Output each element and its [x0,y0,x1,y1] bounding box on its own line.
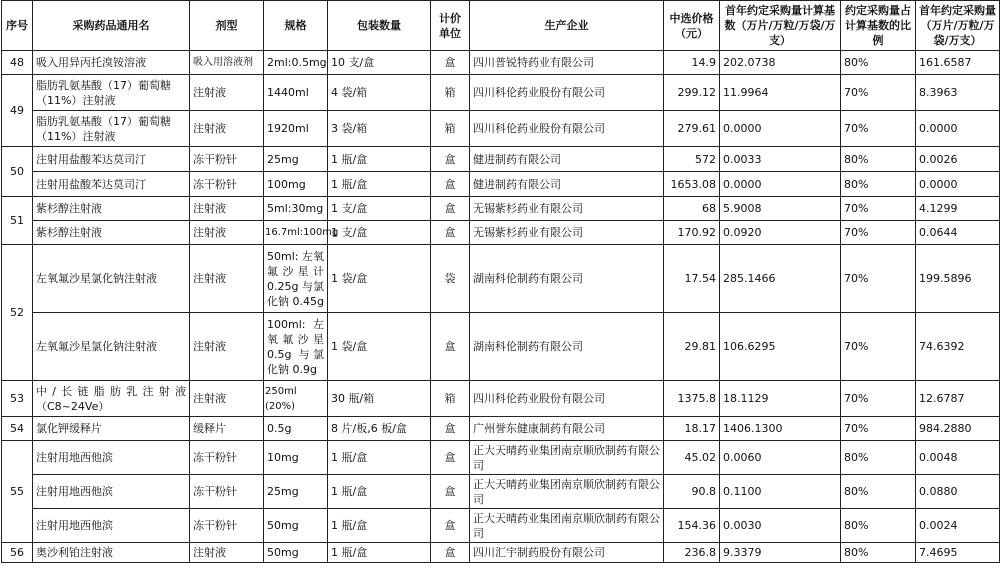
cell-pricing-unit: 盒 [431,172,470,197]
cell-drug-name: 脂肪乳氨基酸（17）葡萄糖（11%）注射液 [33,111,190,147]
cell-dosage-form: 注射液 [190,221,264,245]
cell-agreed-quantity: 0.0644 [916,221,1000,245]
header-row [2,1,1000,51]
cell-pricing-unit: 箱 [431,111,470,147]
cell-agreed-ratio: 70% [841,111,916,147]
cell-drug-name: 左氧氟沙星氯化钠注射液 [33,313,190,381]
cell-drug-name: 注射用盐酸苯达莫司汀 [33,172,190,197]
cell-selected-price: 1653.08 [664,172,720,197]
header-package-quantity: 包装数量 [328,1,431,51]
cell-agreed-ratio: 80% [841,147,916,172]
cell-agreed-quantity: 0.0024 [916,509,1000,543]
cell-base-quantity: 9.3379 [720,543,841,563]
cell-package-quantity: 1 瓶/盒 [328,147,431,172]
cell-specification: 50mg [264,543,328,563]
cell-base-quantity: 1406.1300 [720,417,841,441]
cell-dosage-form: 注射液 [190,111,264,147]
cell-drug-name: 注射用地西他滨 [33,509,190,543]
cell-specification: 1920ml [264,111,328,147]
cell-specification: 50ml: 左氧氟沙星计 0.25g 与氯化钠 0.45g [264,245,328,313]
cell-base-quantity: 0.0920 [720,221,841,245]
cell-selected-price: 299.12 [664,75,720,111]
cell-specification: 2ml:0.5mg [264,51,328,75]
cell-manufacturer: 四川科伦药业股份有限公司 [470,111,664,147]
cell-agreed-ratio: 70% [841,245,916,313]
cell-pricing-unit: 盒 [431,417,470,441]
cell-manufacturer: 湖南科伦制药有限公司 [470,245,664,313]
cell-package-quantity: 3 袋/箱 [328,111,431,147]
cell-agreed-ratio: 70% [841,75,916,111]
cell-seq: 51 [2,197,33,245]
cell-base-quantity: 0.0033 [720,147,841,172]
cell-base-quantity: 18.1129 [720,381,841,417]
cell-drug-name: 氯化钾缓释片 [33,417,190,441]
cell-dosage-form: 注射液 [190,313,264,381]
cell-selected-price: 17.54 [664,245,720,313]
cell-agreed-quantity: 0.0880 [916,475,1000,509]
cell-pricing-unit: 袋 [431,245,470,313]
table-row [2,147,1000,172]
cell-drug-name: 注射用地西他滨 [33,475,190,509]
cell-agreed-ratio: 80% [841,441,916,475]
cell-pricing-unit: 盒 [431,475,470,509]
cell-specification: 16.7ml:100mg [264,221,328,245]
cell-drug-name: 中/长链脂肪乳注射液（C8~24Ve） [33,381,190,417]
cell-specification: 100mg [264,172,328,197]
cell-dosage-form: 冻干粉针 [190,475,264,509]
cell-agreed-ratio: 70% [841,221,916,245]
cell-manufacturer: 正大天晴药业集团南京顺欣制药有限公司 [470,441,664,475]
header-specification: 规格 [264,1,328,51]
cell-agreed-ratio: 80% [841,543,916,563]
cell-agreed-quantity: 199.5896 [916,245,1000,313]
cell-selected-price: 45.02 [664,441,720,475]
cell-base-quantity: 0.0000 [720,172,841,197]
table-row [2,172,1000,197]
cell-seq: 52 [2,245,33,381]
cell-seq: 53 [2,381,33,417]
cell-specification: 25mg [264,147,328,172]
cell-drug-name: 左氧氟沙星氯化钠注射液 [33,245,190,313]
cell-selected-price: 29.81 [664,313,720,381]
cell-agreed-quantity: 0.0000 [916,172,1000,197]
cell-base-quantity: 0.0060 [720,441,841,475]
header-drug-name: 采购药品通用名 [33,1,190,51]
cell-selected-price: 154.36 [664,509,720,543]
table-row [2,245,1000,313]
cell-package-quantity: 1 支/盒 [328,221,431,245]
header-agreed-quantity: 首年约定采购量（万片/万粒/万袋/万支） [916,1,1000,51]
cell-specification: 1440ml [264,75,328,111]
cell-base-quantity: 0.1100 [720,475,841,509]
cell-pricing-unit: 盒 [431,147,470,172]
cell-package-quantity: 30 瓶/箱 [328,381,431,417]
cell-manufacturer: 正大天晴药业集团南京顺欣制药有限公司 [470,509,664,543]
cell-manufacturer: 无锡紫杉药业有限公司 [470,221,664,245]
cell-dosage-form: 注射液 [190,543,264,563]
table-row [2,441,1000,475]
cell-drug-name: 紫杉醇注射液 [33,221,190,245]
cell-specification: 5ml:30mg [264,197,328,221]
cell-agreed-quantity: 0.0026 [916,147,1000,172]
table-row [2,221,1000,245]
cell-selected-price: 14.9 [664,51,720,75]
table-row [2,381,1000,417]
cell-package-quantity: 4 袋/箱 [328,75,431,111]
cell-agreed-ratio: 70% [841,313,916,381]
cell-manufacturer: 无锡紫杉药业有限公司 [470,197,664,221]
cell-drug-name: 注射用地西他滨 [33,441,190,475]
header-seq: 序号 [2,1,33,51]
cell-seq: 49 [2,75,33,147]
cell-base-quantity: 5.9008 [720,197,841,221]
cell-manufacturer: 四川科伦药业股份有限公司 [470,381,664,417]
header-selected-price: 中选价格（元） [664,1,720,51]
cell-dosage-form: 注射液 [190,75,264,111]
table-row [2,313,1000,381]
cell-base-quantity: 0.0000 [720,111,841,147]
cell-selected-price: 18.17 [664,417,720,441]
cell-package-quantity: 1 袋/盒 [328,245,431,313]
cell-seq: 54 [2,417,33,441]
cell-package-quantity: 1 支/盒 [328,197,431,221]
cell-package-quantity: 1 袋/盒 [328,313,431,381]
header-agreed-ratio: 约定采购量占计算基数的比例 [841,1,916,51]
cell-agreed-quantity: 7.4695 [916,543,1000,563]
cell-pricing-unit: 盒 [431,221,470,245]
cell-selected-price: 90.8 [664,475,720,509]
cell-agreed-ratio: 80% [841,172,916,197]
cell-specification: 0.5g [264,417,328,441]
cell-agreed-quantity: 0.0048 [916,441,1000,475]
cell-seq: 55 [2,441,33,543]
cell-dosage-form: 冻干粉针 [190,172,264,197]
cell-base-quantity: 0.0030 [720,509,841,543]
cell-specification: 100ml: 左氧氟沙星 0.5g 与氯化钠 0.9g [264,313,328,381]
cell-specification: 10mg [264,441,328,475]
cell-pricing-unit: 箱 [431,381,470,417]
cell-package-quantity: 10 支/盒 [328,51,431,75]
drug-procurement-table [1,0,1000,563]
cell-manufacturer: 健进制药有限公司 [470,147,664,172]
cell-agreed-ratio: 70% [841,417,916,441]
cell-package-quantity: 1 瓶/盒 [328,441,431,475]
table-row [2,509,1000,543]
cell-package-quantity: 1 瓶/盒 [328,172,431,197]
cell-manufacturer: 正大天晴药业集团南京顺欣制药有限公司 [470,475,664,509]
cell-drug-name: 注射用盐酸苯达莫司汀 [33,147,190,172]
cell-manufacturer: 四川普锐特药业有限公司 [470,51,664,75]
cell-selected-price: 68 [664,197,720,221]
cell-seq: 48 [2,51,33,75]
cell-specification: 250ml (20%) [264,381,328,417]
cell-manufacturer: 四川科伦药业股份有限公司 [470,75,664,111]
header-dosage-form: 剂型 [190,1,264,51]
header-pricing-unit: 计价单位 [431,1,470,51]
cell-specification: 50mg [264,509,328,543]
cell-selected-price: 170.92 [664,221,720,245]
cell-agreed-ratio: 80% [841,509,916,543]
cell-agreed-ratio: 80% [841,51,916,75]
cell-pricing-unit: 箱 [431,75,470,111]
cell-dosage-form: 缓释片 [190,417,264,441]
cell-specification: 25mg [264,475,328,509]
cell-agreed-quantity: 8.3963 [916,75,1000,111]
cell-base-quantity: 285.1466 [720,245,841,313]
table-row [2,51,1000,75]
cell-drug-name: 吸入用异丙托溴铵溶液 [33,51,190,75]
cell-seq: 56 [2,543,33,563]
table-row [2,417,1000,441]
cell-dosage-form: 注射液 [190,381,264,417]
cell-manufacturer: 健进制药有限公司 [470,172,664,197]
cell-selected-price: 572 [664,147,720,172]
cell-pricing-unit: 盒 [431,197,470,221]
cell-agreed-ratio: 80% [841,475,916,509]
cell-drug-name: 紫杉醇注射液 [33,197,190,221]
table-row [2,475,1000,509]
cell-manufacturer: 四川汇宇制药股份有限公司 [470,543,664,563]
cell-dosage-form: 注射液 [190,197,264,221]
cell-pricing-unit: 盒 [431,509,470,543]
cell-dosage-form: 冻干粉针 [190,509,264,543]
cell-drug-name: 奥沙利铂注射液 [33,543,190,563]
cell-agreed-quantity: 12.6787 [916,381,1000,417]
cell-pricing-unit: 盒 [431,441,470,475]
table-row [2,543,1000,563]
cell-agreed-quantity: 4.1299 [916,197,1000,221]
table-row [2,75,1000,111]
cell-drug-name: 脂肪乳氨基酸（17）葡萄糖（11%）注射液 [33,75,190,111]
table-row [2,111,1000,147]
cell-pricing-unit: 盒 [431,51,470,75]
cell-dosage-form: 吸入用溶液剂 [190,51,264,75]
cell-agreed-quantity: 161.6587 [916,51,1000,75]
cell-package-quantity: 8 片/板,6 板/盒 [328,417,431,441]
cell-pricing-unit: 盒 [431,313,470,381]
cell-selected-price: 1375.8 [664,381,720,417]
cell-manufacturer: 广州誉东健康制药有限公司 [470,417,664,441]
header-manufacturer: 生产企业 [470,1,664,51]
cell-manufacturer: 湖南科伦制药有限公司 [470,313,664,381]
cell-base-quantity: 106.6295 [720,313,841,381]
cell-agreed-ratio: 70% [841,381,916,417]
cell-package-quantity: 1 瓶/盒 [328,543,431,563]
cell-seq: 50 [2,147,33,197]
cell-selected-price: 236.8 [664,543,720,563]
cell-pricing-unit: 盒 [431,543,470,563]
cell-package-quantity: 1 瓶/盒 [328,475,431,509]
cell-dosage-form: 冻干粉针 [190,147,264,172]
cell-package-quantity: 1 瓶/盒 [328,509,431,543]
cell-agreed-quantity: 984.2880 [916,417,1000,441]
cell-agreed-quantity: 74.6392 [916,313,1000,381]
cell-base-quantity: 202.0738 [720,51,841,75]
cell-base-quantity: 11.9964 [720,75,841,111]
header-base-quantity: 首年约定采购量计算基数（万片/万粒/万袋/万支） [720,1,841,51]
cell-agreed-ratio: 70% [841,197,916,221]
cell-dosage-form: 冻干粉针 [190,441,264,475]
cell-agreed-quantity: 0.0000 [916,111,1000,147]
cell-selected-price: 279.61 [664,111,720,147]
table-row [2,197,1000,221]
cell-dosage-form: 注射液 [190,245,264,313]
